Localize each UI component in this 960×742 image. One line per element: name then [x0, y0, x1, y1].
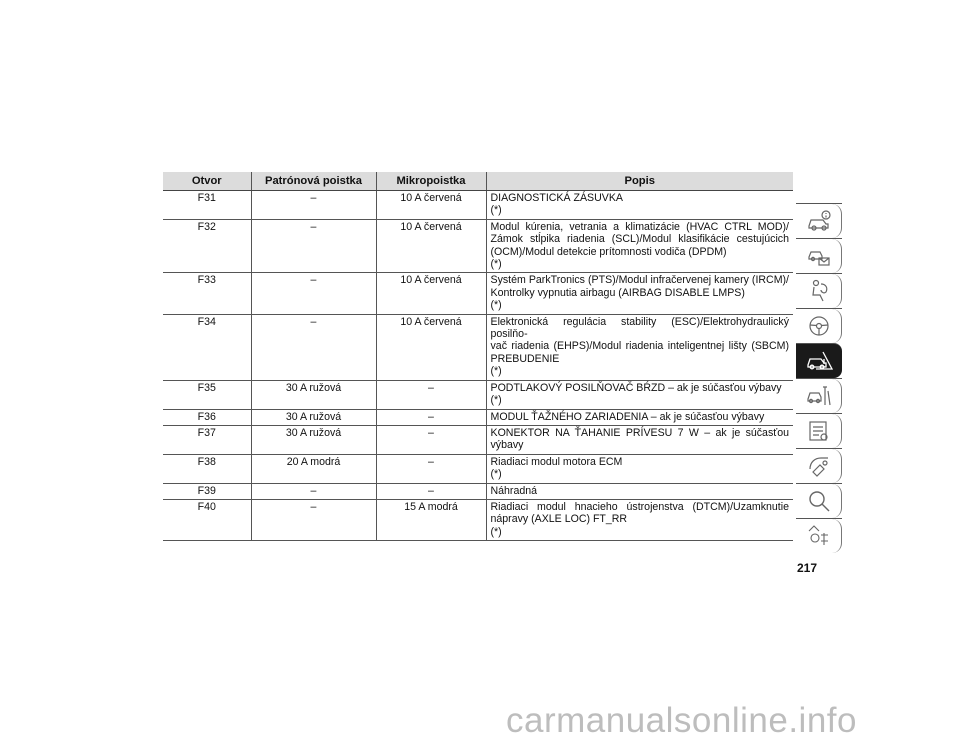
table-header-row — [163, 172, 793, 191]
description-line: PODTLAKOVÝ POSILŇOVAČ BŔZD – ak je súčasťou výbavy — [490, 381, 782, 394]
description-line: MODUL ŤAŽNÉHO ZARIADENIA – ak je súčasťou výbavy — [490, 410, 765, 423]
description-line: Elektronická regulácia stability (ESC)/Elektrohydraulický posilňo- — [490, 315, 789, 341]
header-cartridge-fuse: Patrónová poistka — [251, 172, 376, 191]
cell-micro: 10 A červená — [376, 273, 486, 314]
tab-dashboard[interactable] — [796, 238, 842, 273]
cell-description — [486, 425, 793, 454]
table-row — [163, 191, 793, 220]
languages-icon — [806, 523, 832, 549]
cell-micro: – — [376, 380, 486, 409]
cell-micro: 10 A červená — [376, 314, 486, 380]
description-line: (*) — [490, 394, 502, 407]
description-line: (*) — [490, 468, 502, 481]
multimedia-icon — [806, 453, 832, 479]
cell-description — [486, 314, 793, 380]
cell-cartridge: – — [251, 483, 376, 499]
cell-cartridge: – — [251, 191, 376, 220]
page-number: 217 — [797, 561, 818, 575]
description-line: Riadiaci modul motora ECM — [490, 455, 623, 468]
cell-slot: F38 — [163, 454, 251, 483]
description-line: PREBUDENIE — [490, 352, 560, 365]
table-row — [163, 425, 793, 454]
cell-slot: F36 — [163, 409, 251, 425]
table-row — [163, 483, 793, 499]
fuse-table — [163, 172, 793, 541]
tab-servicing[interactable] — [796, 378, 842, 413]
cell-micro: – — [376, 483, 486, 499]
car-mail-icon — [806, 243, 832, 269]
cell-slot: F34 — [163, 314, 251, 380]
tab-technical-specs[interactable] — [796, 413, 842, 448]
search-icon — [806, 488, 832, 514]
header-slot: Otvor — [163, 172, 251, 191]
cell-slot: F32 — [163, 219, 251, 273]
cell-micro: 15 A modrá — [376, 499, 486, 540]
cell-cartridge: – — [251, 499, 376, 540]
description-line: Zámok stĺpika riadenia (SCL)/Modul klasifikácie cestujúcich — [490, 233, 789, 246]
description-line: výbavy — [490, 439, 524, 452]
tab-safety[interactable] — [796, 273, 842, 308]
cell-description — [486, 454, 793, 483]
cell-description — [486, 380, 793, 409]
cell-cartridge: 30 A ružová — [251, 409, 376, 425]
description-line: vač riadenia (EHPS)/Modul riadenia inteligentnej lišty (SBCM) — [490, 340, 789, 353]
description-line: Náhradná — [490, 484, 538, 497]
table-row — [163, 454, 793, 483]
description-line: KONEKTOR NA ŤAHANIE PRÍVESU 7 W – ak je súčasťou — [490, 426, 789, 439]
cell-description — [486, 273, 793, 314]
tab-driving[interactable] — [796, 308, 842, 343]
description-line: (*) — [490, 365, 502, 378]
cell-cartridge: 30 A ružová — [251, 425, 376, 454]
emergency-warning-icon — [806, 348, 834, 374]
watermark: carmanualsonline.info — [506, 701, 857, 740]
table-row — [163, 499, 793, 540]
cell-micro: – — [376, 454, 486, 483]
cell-description — [486, 499, 793, 540]
tab-emergency[interactable] — [796, 343, 842, 378]
description-line: Systém ParkTronics (PTS)/Modul infračervenej kamery (IRCM)/ — [490, 274, 789, 287]
cell-slot: F33 — [163, 273, 251, 314]
cell-micro: – — [376, 409, 486, 425]
table-row — [163, 219, 793, 273]
description-line: (*) — [490, 525, 502, 538]
car-service-icon — [806, 383, 832, 409]
description-line: nápravy (AXLE LOC) FT_RR — [490, 513, 628, 526]
car-info-icon — [806, 208, 832, 234]
cell-cartridge: – — [251, 314, 376, 380]
description-line: Modul kúrenia, vetrania a klimatizácie (HVAC CTRL MOD)/ — [490, 220, 789, 233]
cell-micro: 10 A červená — [376, 191, 486, 220]
description-line: (*) — [490, 299, 502, 312]
tab-multimedia[interactable] — [796, 448, 842, 483]
description-line: (*) — [490, 204, 502, 217]
table-row — [163, 380, 793, 409]
maintenance-list-icon — [806, 418, 832, 444]
cell-description — [486, 191, 793, 220]
cell-description — [486, 409, 793, 425]
description-line: DIAGNOSTICKÁ ZÁSUVKA — [490, 192, 623, 204]
tab-getting-to-know-vehicle[interactable] — [796, 203, 842, 238]
cell-micro: – — [376, 425, 486, 454]
cell-slot: F31 — [163, 191, 251, 220]
description-line: (OCM)/Modul detekcie prítomnosti vodiča (DPDM) — [490, 245, 727, 258]
cell-description — [486, 483, 793, 499]
cell-cartridge: 20 A modrá — [251, 454, 376, 483]
cell-cartridge: – — [251, 219, 376, 273]
cell-slot: F37 — [163, 425, 251, 454]
description-line: Riadiaci modul hnacieho ústrojenstva (DTCM)/Uzamknutie — [490, 500, 789, 513]
header-micro-fuse: Mikropoistka — [376, 172, 486, 191]
chapter-tabs — [796, 203, 842, 553]
steering-wheel-icon — [806, 313, 832, 339]
table-row — [163, 314, 793, 380]
cell-slot: F39 — [163, 483, 251, 499]
cell-slot: F40 — [163, 499, 251, 540]
cell-micro: 10 A červená — [376, 219, 486, 273]
seat-airbag-icon — [806, 278, 832, 304]
header-description: Popis — [486, 172, 793, 191]
table-row — [163, 273, 793, 314]
cell-description — [486, 219, 793, 273]
tab-languages[interactable] — [796, 518, 842, 553]
cell-cartridge: 30 A ružová — [251, 380, 376, 409]
cell-cartridge: – — [251, 273, 376, 314]
description-line: (*) — [490, 258, 502, 271]
cell-slot: F35 — [163, 380, 251, 409]
tab-index[interactable] — [796, 483, 842, 518]
table-row — [163, 409, 793, 425]
description-line: Kontrolky vypnutia airbagu (AIRBAG DISABLE LMPS) — [490, 286, 745, 299]
